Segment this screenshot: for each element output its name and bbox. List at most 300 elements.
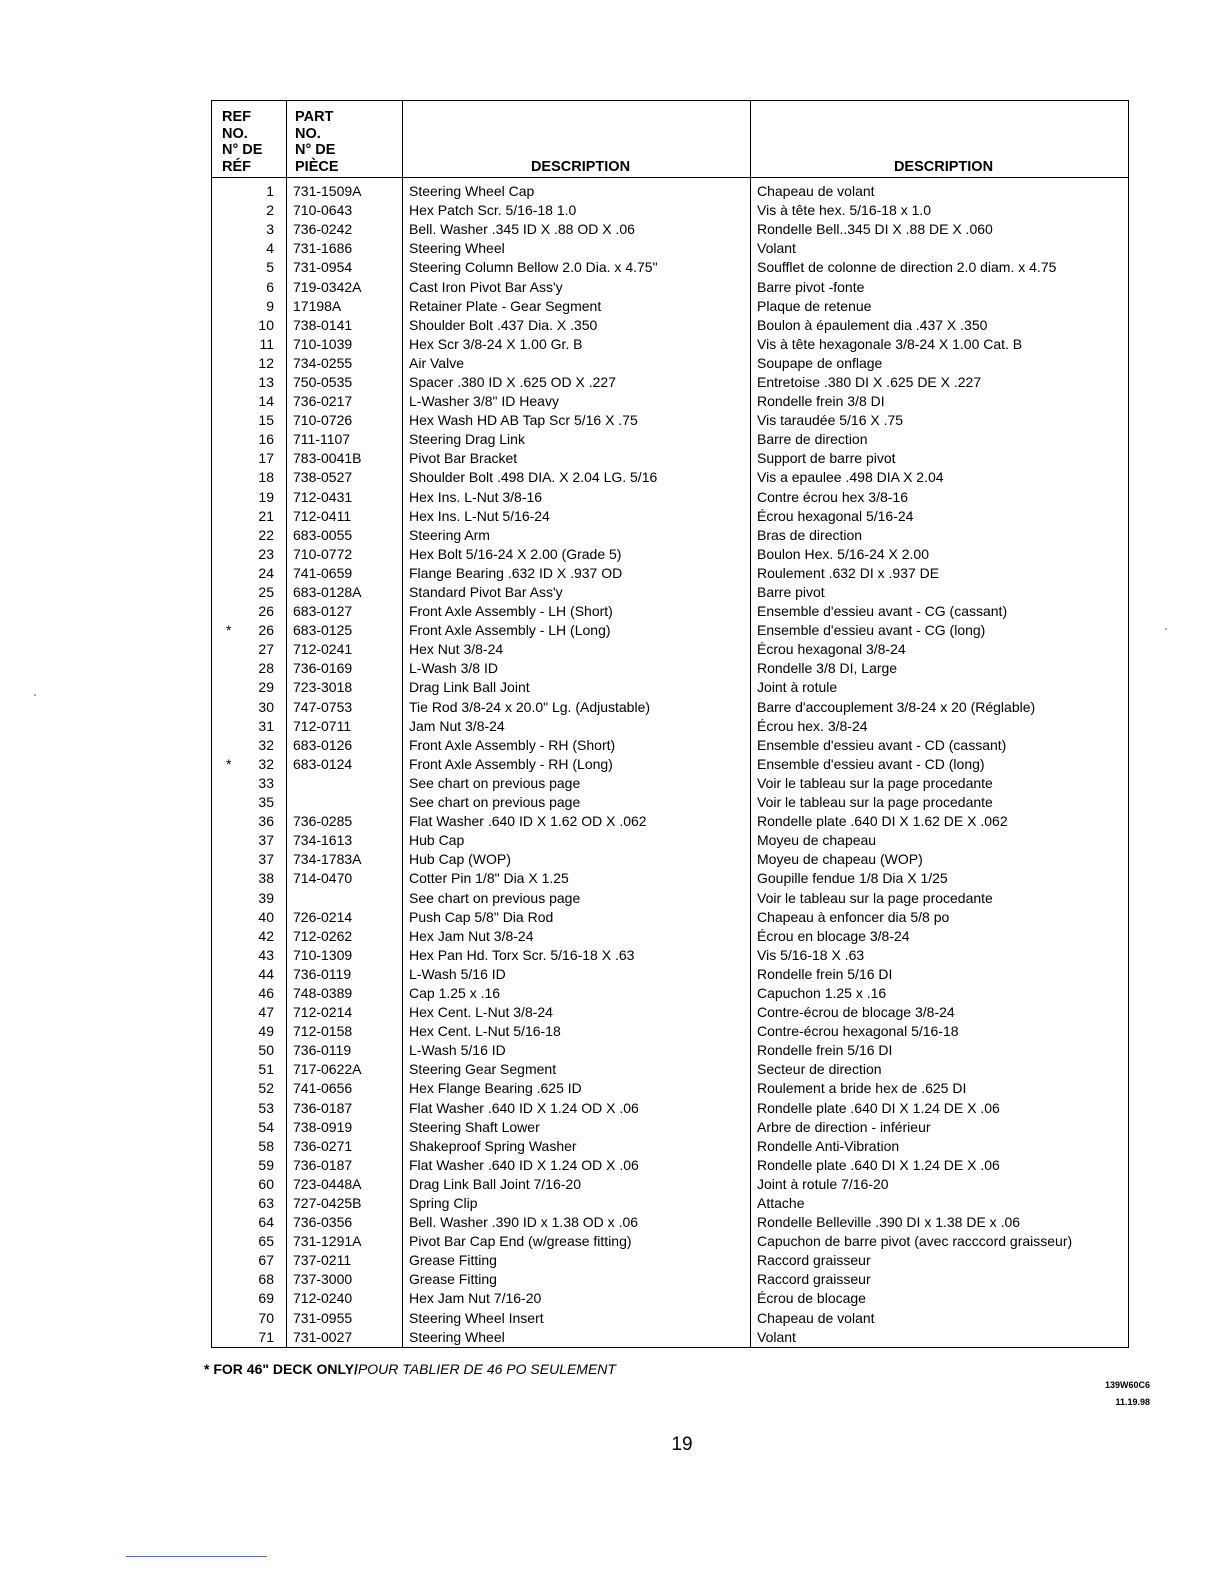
part-no-cell: 712-0711 <box>287 717 403 736</box>
table-row <box>212 736 1129 755</box>
description-english-cell: Retainer Plate - Gear Segment <box>403 297 751 316</box>
table-row <box>212 640 1129 659</box>
ref-no: 42 <box>258 927 274 944</box>
ref-no: 70 <box>258 1309 274 1326</box>
table-row <box>212 1232 1129 1251</box>
description-french-cell: Voir le tableau sur la page procedante <box>751 793 1129 812</box>
description-english-cell: Jam Nut 3/8-24 <box>403 717 751 736</box>
table-row <box>212 888 1129 907</box>
description-french-cell: Barre pivot <box>751 583 1129 602</box>
part-no-cell: 727-0425B <box>287 1194 403 1213</box>
table-row <box>212 621 1129 640</box>
document-code-block <box>1080 1377 1150 1411</box>
parts-list-body <box>212 178 1129 1348</box>
part-no-cell: 683-0055 <box>287 526 403 545</box>
table-row <box>212 659 1129 678</box>
description-english-cell: Front Axle Assembly - LH (Short) <box>403 602 751 621</box>
description-english-cell: Steering Arm <box>403 526 751 545</box>
description-french-cell: Joint à rotule 7/16-20 <box>751 1175 1129 1194</box>
description-english-cell: L-Wash 5/16 ID <box>403 965 751 984</box>
table-row <box>212 373 1129 392</box>
ref-no: 60 <box>258 1175 274 1192</box>
description-english-cell: Shoulder Bolt .498 DIA. X 2.04 LG. 5/16 <box>403 468 751 487</box>
ref-no-cell <box>212 220 287 239</box>
ref-no-cell <box>212 946 287 965</box>
ref-no-cell <box>212 1309 287 1328</box>
table-row <box>212 1041 1129 1060</box>
description-english-cell: Flange Bearing .632 ID X .937 OD <box>403 564 751 583</box>
description-english-header: DESCRIPTION <box>403 101 751 178</box>
part-no-cell: 738-0141 <box>287 316 403 335</box>
table-row <box>212 946 1129 965</box>
ref-no-cell <box>212 774 287 793</box>
ref-no-cell <box>212 640 287 659</box>
description-french-cell: Chapeau de volant <box>751 1309 1129 1328</box>
part-no-cell: 731-0027 <box>287 1328 403 1348</box>
table-row <box>212 965 1129 984</box>
ref-no-cell <box>212 392 287 411</box>
part-no-cell: 736-0285 <box>287 812 403 831</box>
ref-no: 31 <box>258 717 274 734</box>
description-french-cell: Bras de direction <box>751 526 1129 545</box>
part-no-cell: 736-0217 <box>287 392 403 411</box>
ref-no: 69 <box>258 1290 274 1307</box>
table-row <box>212 526 1129 545</box>
table-row <box>212 411 1129 430</box>
table-row <box>212 1194 1129 1213</box>
description-french-cell: Barre de direction <box>751 430 1129 449</box>
description-french-cell: Contre-écrou hexagonal 5/16-18 <box>751 1022 1129 1041</box>
table-row <box>212 1309 1129 1328</box>
table-row <box>212 316 1129 335</box>
part-no-cell: 737-0211 <box>287 1251 403 1270</box>
table-row <box>212 1022 1129 1041</box>
table-row <box>212 1270 1129 1289</box>
table-row <box>212 1251 1129 1270</box>
description-english-cell: Hub Cap (WOP) <box>403 850 751 869</box>
description-french-cell: Roulement a bride hex de .625 DI <box>751 1079 1129 1098</box>
part-no-cell: 710-0643 <box>287 201 403 220</box>
ref-no: 67 <box>258 1252 274 1269</box>
description-english-cell: Bell. Washer .345 ID X .88 OD X .06 <box>403 220 751 239</box>
ref-no: 5 <box>266 259 274 276</box>
description-french-cell: Plaque de retenue <box>751 297 1129 316</box>
table-row <box>212 602 1129 621</box>
ref-no: 53 <box>258 1099 274 1116</box>
ref-no-cell <box>212 678 287 697</box>
ref-no: 52 <box>258 1080 274 1097</box>
ref-no: 58 <box>258 1137 274 1154</box>
part-no-cell: 723-3018 <box>287 678 403 697</box>
description-french-cell: Joint à rotule <box>751 678 1129 697</box>
description-french-cell: Volant <box>751 1328 1129 1348</box>
table-row <box>212 488 1129 507</box>
ref-no: 50 <box>258 1042 274 1059</box>
ref-no-cell <box>212 297 287 316</box>
ref-no-cell <box>212 178 287 202</box>
ref-no-cell <box>212 1099 287 1118</box>
part-no-cell: 750-0535 <box>287 373 403 392</box>
table-row <box>212 1060 1129 1079</box>
table-row <box>212 354 1129 373</box>
table-row <box>212 793 1129 812</box>
description-french-cell: Ensemble d'essieu avant - CG (cassant) <box>751 602 1129 621</box>
description-french-cell: Rondelle frein 5/16 DI <box>751 1041 1129 1060</box>
description-english-cell: Hex Pan Hd. Torx Scr. 5/16-18 X .63 <box>403 946 751 965</box>
ref-no-cell <box>212 373 287 392</box>
part-no-cell: 737-3000 <box>287 1270 403 1289</box>
ref-no-cell <box>212 1251 287 1270</box>
description-french-cell: Rondelle plate .640 DI X 1.62 DE X .062 <box>751 812 1129 831</box>
ref-no: 54 <box>258 1118 274 1135</box>
table-row <box>212 678 1129 697</box>
description-english-cell: Standard Pivot Bar Ass'y <box>403 583 751 602</box>
table-row <box>212 583 1129 602</box>
description-french-cell: Raccord graisseur <box>751 1251 1129 1270</box>
ref-no-cell <box>212 1194 287 1213</box>
ref-no: 2 <box>266 202 274 219</box>
part-no-cell: 683-0127 <box>287 602 403 621</box>
ref-no-cell <box>212 736 287 755</box>
parts-list-table <box>211 100 1129 1348</box>
table-row <box>212 774 1129 793</box>
ref-no-cell <box>212 468 287 487</box>
ref-no-cell <box>212 1289 287 1308</box>
part-no-cell: 710-1309 <box>287 946 403 965</box>
description-french-cell: Volant <box>751 239 1129 258</box>
description-english-cell: L-Washer 3/8" ID Heavy <box>403 392 751 411</box>
ref-no: 38 <box>258 870 274 887</box>
part-no-cell: 712-0158 <box>287 1022 403 1041</box>
part-no-cell: 719-0342A <box>287 277 403 296</box>
ref-no: 17 <box>258 450 274 467</box>
ref-no-cell <box>212 965 287 984</box>
scan-speck <box>34 694 36 696</box>
part-no-cell: 734-1783A <box>287 850 403 869</box>
description-french-cell: Barre pivot -fonte <box>751 277 1129 296</box>
part-no-cell: 726-0214 <box>287 908 403 927</box>
description-french-cell: Écrou de blocage <box>751 1289 1129 1308</box>
table-row <box>212 984 1129 1003</box>
ref-no: 39 <box>258 889 274 906</box>
ref-no-cell <box>212 812 287 831</box>
part-no-cell: 731-0954 <box>287 258 403 277</box>
description-french-cell: Vis à tête hex. 5/16-18 x 1.0 <box>751 201 1129 220</box>
ref-no: 27 <box>258 641 274 658</box>
description-french-cell: Roulement .632 DI x .937 DE <box>751 564 1129 583</box>
description-french-cell: Écrou hexagonal 3/8-24 <box>751 640 1129 659</box>
description-english-cell: Hex Flange Bearing .625 ID <box>403 1079 751 1098</box>
document-date: 11.19.98 <box>1115 1397 1150 1407</box>
description-english-cell: Shakeproof Spring Washer <box>403 1137 751 1156</box>
description-french-cell: Moyeu de chapeau <box>751 831 1129 850</box>
ref-no: 71 <box>258 1328 274 1345</box>
table-row <box>212 258 1129 277</box>
ref-no-cell <box>212 1232 287 1251</box>
description-french-cell: Écrou hexagonal 5/16-24 <box>751 507 1129 526</box>
ref-no-cell <box>212 984 287 1003</box>
part-no-cell: 710-0726 <box>287 411 403 430</box>
table-row <box>212 850 1129 869</box>
description-french-cell: Contre-écrou de blocage 3/8-24 <box>751 1003 1129 1022</box>
description-english-cell: Bell. Washer .390 ID x 1.38 OD x .06 <box>403 1213 751 1232</box>
part-no-cell: 723-0448A <box>287 1175 403 1194</box>
description-english-cell: Hex Patch Scr. 5/16-18 1.0 <box>403 201 751 220</box>
table-row <box>212 449 1129 468</box>
table-row <box>212 812 1129 831</box>
ref-no: 35 <box>258 794 274 811</box>
ref-no: 22 <box>258 526 274 543</box>
table-row <box>212 1118 1129 1137</box>
ref-no-cell <box>212 488 287 507</box>
description-french-cell: Rondelle frein 3/8 DI <box>751 392 1129 411</box>
ref-no: 16 <box>258 431 274 448</box>
description-english-cell: Flat Washer .640 ID X 1.24 OD X .06 <box>403 1156 751 1175</box>
ref-no: 29 <box>258 679 274 696</box>
table-row <box>212 392 1129 411</box>
document-code: 139W60C6 <box>1104 1380 1150 1390</box>
description-english-cell: Steering Wheel <box>403 1328 751 1348</box>
ref-no: 13 <box>258 373 274 390</box>
description-english-cell: Steering Column Bellow 2.0 Dia. x 4.75" <box>403 258 751 277</box>
part-no-cell <box>287 793 403 812</box>
description-english-cell: Flat Washer .640 ID X 1.24 OD X .06 <box>403 1099 751 1118</box>
part-no-cell: 712-0262 <box>287 927 403 946</box>
part-no-cell <box>287 888 403 907</box>
description-english-cell: Steering Gear Segment <box>403 1060 751 1079</box>
description-french-cell: Vis taraudée 5/16 X .75 <box>751 411 1129 430</box>
ref-no-cell <box>212 526 287 545</box>
ref-no: 10 <box>258 316 274 333</box>
footnote <box>204 1361 616 1377</box>
description-french-cell: Moyeu de chapeau (WOP) <box>751 850 1129 869</box>
ref-no: 24 <box>258 564 274 581</box>
table-row <box>212 1175 1129 1194</box>
ref-no-cell <box>212 239 287 258</box>
description-english-cell: Cap 1.25 x .16 <box>403 984 751 1003</box>
description-english-cell: Steering Wheel <box>403 239 751 258</box>
table-row <box>212 717 1129 736</box>
description-french-cell: Voir le tableau sur la page procedante <box>751 774 1129 793</box>
part-no-cell: 741-0656 <box>287 1079 403 1098</box>
ref-no: 21 <box>258 507 274 524</box>
description-english-cell: L-Wash 3/8 ID <box>403 659 751 678</box>
table-row <box>212 201 1129 220</box>
table-row <box>212 1003 1129 1022</box>
table-row <box>212 297 1129 316</box>
part-no-cell: 17198A <box>287 297 403 316</box>
ref-no-cell <box>212 507 287 526</box>
description-french-cell: Ensemble d'essieu avant - CD (cassant) <box>751 736 1129 755</box>
ref-no: 23 <box>258 545 274 562</box>
part-no-cell: 736-0187 <box>287 1099 403 1118</box>
ref-no-cell <box>212 564 287 583</box>
table-row <box>212 927 1129 946</box>
description-english-cell: Hex Cent. L-Nut 5/16-18 <box>403 1022 751 1041</box>
description-french-cell: Boulon Hex. 5/16-24 X 2.00 <box>751 545 1129 564</box>
part-no-cell: 712-0411 <box>287 507 403 526</box>
description-french-cell: Capuchon 1.25 x .16 <box>751 984 1129 1003</box>
description-french-cell: Support de barre pivot <box>751 449 1129 468</box>
ref-no: 12 <box>258 354 274 371</box>
ref-no: 68 <box>258 1271 274 1288</box>
ref-no: 44 <box>258 965 274 982</box>
ref-no: 14 <box>258 393 274 410</box>
description-french-cell: Raccord graisseur <box>751 1270 1129 1289</box>
ref-no-cell <box>212 888 287 907</box>
description-french-cell: Soupape de onflage <box>751 354 1129 373</box>
table-row <box>212 1156 1129 1175</box>
ref-no: 46 <box>258 984 274 1001</box>
table-row <box>212 908 1129 927</box>
table-row <box>212 178 1129 202</box>
ref-no-cell <box>212 1137 287 1156</box>
description-french-cell: Rondelle plate .640 DI X 1.24 DE X .06 <box>751 1156 1129 1175</box>
description-english-cell: Air Valve <box>403 354 751 373</box>
deck-46-marker: * <box>226 755 232 772</box>
ref-no-cell <box>212 621 287 640</box>
description-french-cell: Rondelle Bell..345 DI X .88 DE X .060 <box>751 220 1129 239</box>
ref-no: 3 <box>266 221 274 238</box>
ref-no: 59 <box>258 1156 274 1173</box>
table-header-row <box>212 101 1129 178</box>
ref-no-cell <box>212 430 287 449</box>
description-french-cell: Écrou en blocage 3/8-24 <box>751 927 1129 946</box>
description-english-cell: Drag Link Ball Joint 7/16-20 <box>403 1175 751 1194</box>
description-english-cell: Cotter Pin 1/8" Dia X 1.25 <box>403 869 751 888</box>
table-row <box>212 831 1129 850</box>
description-english-cell: Cast Iron Pivot Bar Ass'y <box>403 277 751 296</box>
description-french-cell: Rondelle Belleville .390 DI x 1.38 DE x .06 <box>751 1213 1129 1232</box>
ref-no: 25 <box>258 584 274 601</box>
table-row <box>212 507 1129 526</box>
description-french-cell: Écrou hex. 3/8-24 <box>751 717 1129 736</box>
description-english-cell: Pivot Bar Bracket <box>403 449 751 468</box>
table-row <box>212 1289 1129 1308</box>
description-english-cell: Hex Nut 3/8-24 <box>403 640 751 659</box>
description-english-cell: See chart on previous page <box>403 888 751 907</box>
ref-no-header: REF NO. N° DE RÉF <box>212 101 287 178</box>
description-french-cell: Voir le tableau sur la page procedante <box>751 888 1129 907</box>
part-no-cell: 736-0187 <box>287 1156 403 1175</box>
ref-no: 26 <box>258 603 274 620</box>
ref-no-cell <box>212 277 287 296</box>
part-no-cell: 736-0119 <box>287 965 403 984</box>
ref-no-cell <box>212 850 287 869</box>
ref-no: 30 <box>258 698 274 715</box>
description-english-cell: Steering Wheel Insert <box>403 1309 751 1328</box>
ref-no-cell <box>212 354 287 373</box>
ref-no-cell <box>212 258 287 277</box>
description-english-cell: Front Axle Assembly - RH (Long) <box>403 755 751 774</box>
ref-no: 19 <box>258 488 274 505</box>
description-french-cell: Chapeau à enfoncer dia 5/8 po <box>751 908 1129 927</box>
part-no-cell: 731-1686 <box>287 239 403 258</box>
description-english-cell: Hex Ins. L-Nut 5/16-24 <box>403 507 751 526</box>
ref-no-cell <box>212 698 287 717</box>
description-french-header: DESCRIPTION <box>751 101 1129 178</box>
description-french-cell: Rondelle frein 5/16 DI <box>751 965 1129 984</box>
description-french-cell: Ensemble d'essieu avant - CD (long) <box>751 755 1129 774</box>
ref-no: 11 <box>259 335 274 352</box>
description-french-cell: Boulon à épaulement dia .437 X .350 <box>751 316 1129 335</box>
part-no-cell: 712-0241 <box>287 640 403 659</box>
description-english-cell: L-Wash 5/16 ID <box>403 1041 751 1060</box>
description-english-cell: Steering Wheel Cap <box>403 178 751 202</box>
ref-no: 51 <box>258 1061 274 1078</box>
ref-no-cell <box>212 1022 287 1041</box>
ref-no-cell <box>212 449 287 468</box>
ref-no-cell <box>212 1175 287 1194</box>
ref-no-cell <box>212 316 287 335</box>
ref-no: 63 <box>258 1195 274 1212</box>
description-french-cell: Entretoise .380 DI X .625 DE X .227 <box>751 373 1129 392</box>
ref-no-cell <box>212 1270 287 1289</box>
table-row <box>212 277 1129 296</box>
ref-no-cell <box>212 717 287 736</box>
scan-speck <box>1165 628 1167 630</box>
part-no-cell: 710-1039 <box>287 335 403 354</box>
ref-no: 15 <box>258 412 274 429</box>
ref-no: 9 <box>266 297 274 314</box>
table-row <box>212 869 1129 888</box>
ref-no: 33 <box>258 774 274 791</box>
ref-no: 65 <box>258 1233 274 1250</box>
description-french-cell: Rondelle plate .640 DI X 1.24 DE X .06 <box>751 1099 1129 1118</box>
table-row <box>212 545 1129 564</box>
table-row <box>212 1137 1129 1156</box>
footnote-english: * FOR 46" DECK ONLY/ <box>204 1361 358 1377</box>
ref-no: 64 <box>258 1214 274 1231</box>
description-english-cell: Hex Scr 3/8-24 X 1.00 Gr. B <box>403 335 751 354</box>
footnote-french: POUR TABLIER DE 46 PO SEULEMENT <box>357 1361 616 1377</box>
part-no-cell: 736-0169 <box>287 659 403 678</box>
ref-no: 6 <box>266 278 274 295</box>
description-english-cell: Tie Rod 3/8-24 x 20.0" Lg. (Adjustable) <box>403 698 751 717</box>
ref-no: 40 <box>258 908 274 925</box>
part-no-cell: 683-0125 <box>287 621 403 640</box>
ref-no-cell <box>212 1328 287 1348</box>
table-row <box>212 239 1129 258</box>
part-no-cell: 738-0919 <box>287 1118 403 1137</box>
part-no-cell: 717-0622A <box>287 1060 403 1079</box>
part-no-cell: 683-0126 <box>287 736 403 755</box>
table-row <box>212 564 1129 583</box>
table-row <box>212 1328 1129 1348</box>
part-no-cell: 783-0041B <box>287 449 403 468</box>
page-number: 19 <box>671 1434 693 1455</box>
description-english-cell: Front Axle Assembly - LH (Long) <box>403 621 751 640</box>
part-no-cell: 741-0659 <box>287 564 403 583</box>
description-english-cell: Steering Shaft Lower <box>403 1118 751 1137</box>
table-row <box>212 1079 1129 1098</box>
table-row <box>212 220 1129 239</box>
ref-no-cell <box>212 793 287 812</box>
description-english-cell: Spacer .380 ID X .625 OD X .227 <box>403 373 751 392</box>
ref-no-cell <box>212 545 287 564</box>
ref-no-cell <box>212 1060 287 1079</box>
description-french-cell: Attache <box>751 1194 1129 1213</box>
ref-no-cell <box>212 1156 287 1175</box>
ref-no: 18 <box>258 469 274 486</box>
description-french-cell: Soufflet de colonne de direction 2.0 diam. x 4.75 <box>751 258 1129 277</box>
ref-no-cell <box>212 755 287 774</box>
ref-no-cell <box>212 335 287 354</box>
description-english-cell: Grease Fitting <box>403 1251 751 1270</box>
part-no-cell: 712-0214 <box>287 1003 403 1022</box>
description-english-cell: Flat Washer .640 ID X 1.62 OD X .062 <box>403 812 751 831</box>
part-no-cell: 712-0240 <box>287 1289 403 1308</box>
